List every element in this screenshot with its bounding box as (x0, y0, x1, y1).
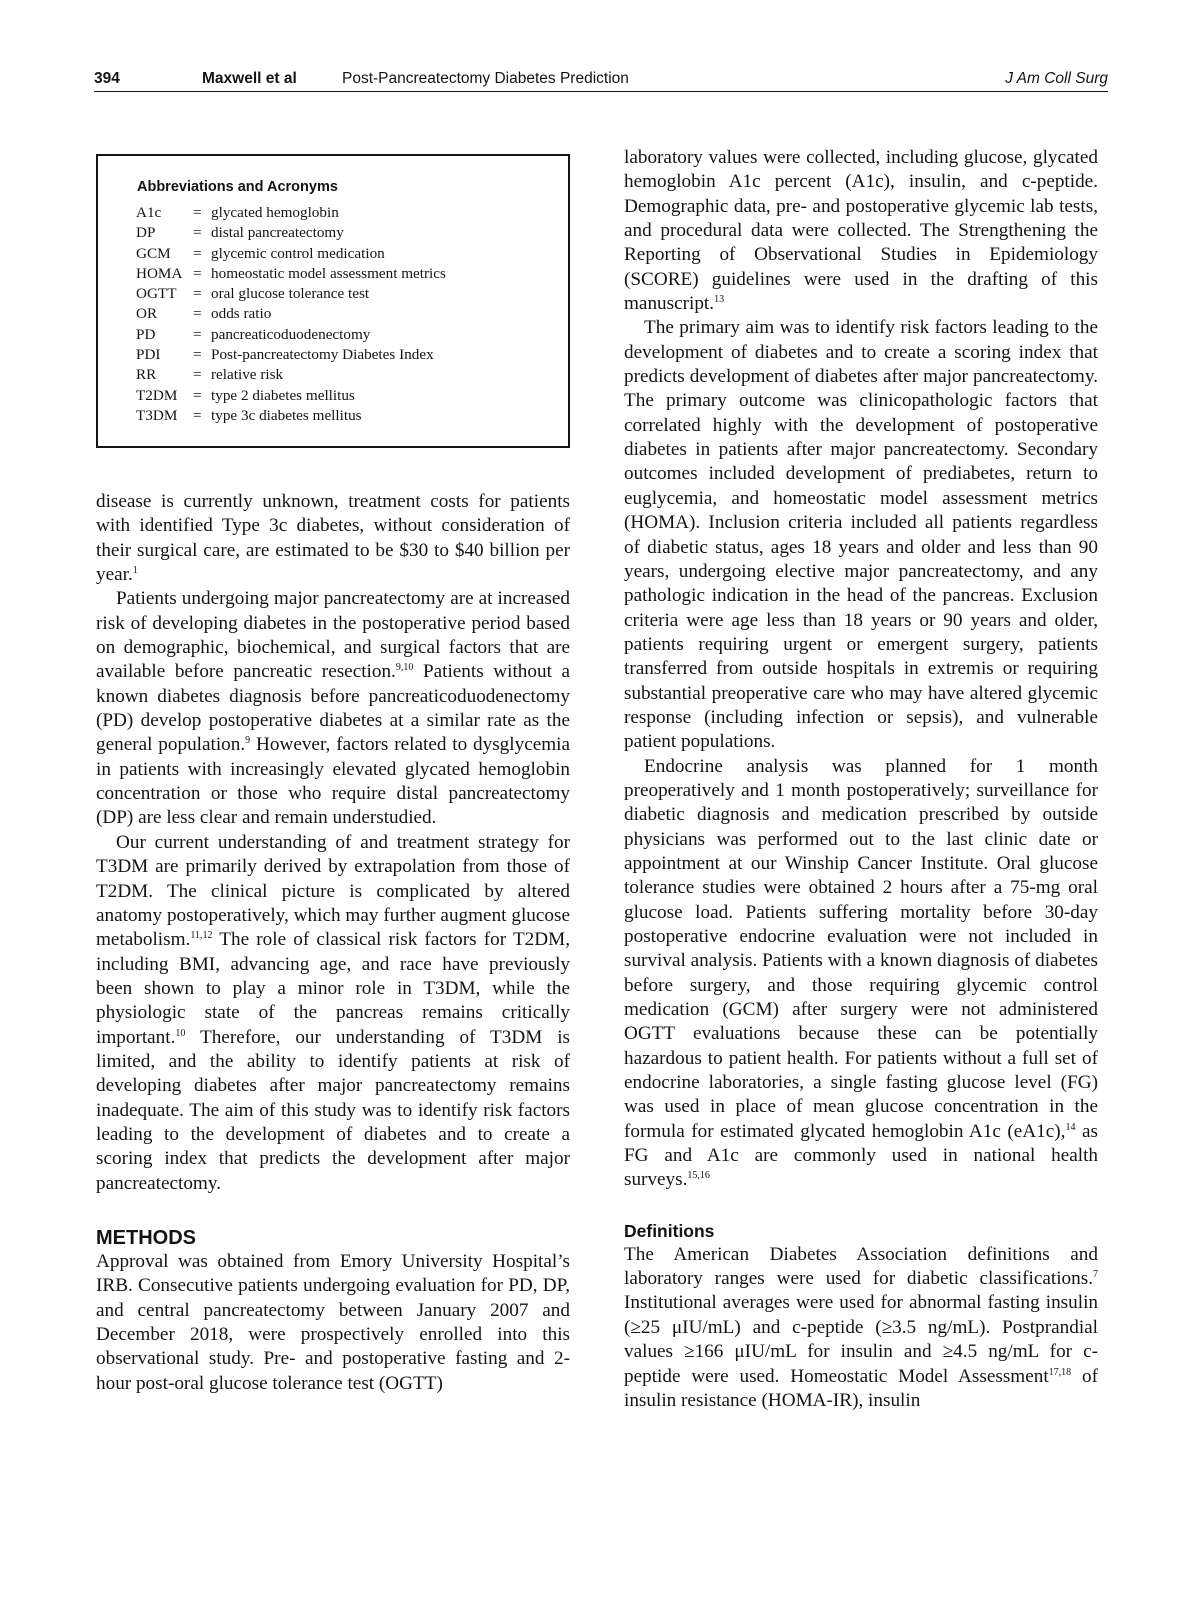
paragraph-text: However, factors related to dysglycemia in patients with increasingly elevated glycated hemoglobin concentration or those who require distal pancreatectomy (DP) are less clear and remain understudied. (96, 734, 571, 829)
abbreviation-equals: = (193, 204, 202, 221)
abbreviation-equals: = (193, 406, 202, 424)
abbreviation-equals: = (193, 346, 202, 364)
abbreviation-definition: odds ratio (211, 305, 272, 323)
paragraph-text: as FG and A1c are commonly used in national health surveys. (624, 1120, 1099, 1191)
header-rule (94, 91, 1108, 92)
abbreviation-term: A1c (136, 204, 162, 221)
paragraph-text: The American Diabetes Association definitions and laboratory ranges were used for diabetic classifications. (624, 1243, 1098, 1290)
running-header (94, 68, 1108, 92)
abbreviation-row (136, 244, 446, 264)
abbreviation-term: PDI (136, 346, 161, 364)
running-authors: Maxwell et al (202, 70, 297, 87)
abbreviation-term: OGTT (136, 285, 177, 303)
abbreviation-term: DP (136, 224, 156, 242)
abbreviation-definition: oral glucose tolerance test (211, 285, 370, 303)
abbreviation-row (136, 264, 446, 284)
citation: 14 (1065, 1121, 1076, 1133)
abbreviation-term: RR (136, 366, 157, 384)
page-number: 394 (94, 70, 120, 87)
citation: 9 (245, 735, 251, 747)
abbreviation-term: PD (136, 325, 156, 343)
paragraph-text: of insulin resistance (HOMA-IR), insulin (624, 1365, 1099, 1411)
paragraph-text: The role of classical risk factors for T2DM, including BMI, advancing age, and race have previously been shown to play a minor role in T3DM, while the physiologic state of the pancreas remains critically important. (96, 929, 570, 1048)
abbreviation-row (136, 284, 446, 304)
abbreviation-equals: = (193, 244, 202, 262)
abbreviation-row (136, 365, 446, 385)
abbreviation-equals: = (193, 305, 202, 323)
abbreviation-row (136, 223, 446, 243)
abbreviation-equals: = (193, 386, 202, 404)
body-paragraph (624, 755, 1098, 1193)
abbreviation-row (136, 203, 446, 223)
paragraph-text: Institutional averages were used for abnormal fasting insulin (≥25 μIU/mL) and c-peptide (≥3.5 ng/mL). Postprandial values ≥166 μIU/mL for insulin and ≥4.5 ng/mL for c-peptide were used. Homeostatic Model Assessment (624, 1292, 1098, 1387)
abbreviation-definition: glycemic control medication (211, 244, 385, 262)
abbreviation-term: OR (136, 305, 158, 323)
paragraph-text: Our current understanding of and treatment strategy for T3DM are primarily derived by extrapolation from those of T2DM. The clinical picture is complicated by altered anatomy postoperatively, which may further augment glucose metabolism. (96, 831, 570, 951)
abbreviation-row (136, 406, 446, 426)
body-paragraph (96, 490, 570, 587)
abbreviation-row (136, 345, 446, 365)
running-title: Post-Pancreatectomy Diabetes Prediction (342, 70, 629, 87)
body-paragraph (624, 1243, 1098, 1413)
abbreviation-equals: = (193, 366, 202, 384)
abbreviation-equals: = (193, 264, 202, 282)
body-paragraph: The primary aim was to identify risk factors leading to the development of diabetes and to create a scoring index that predicts development of diabetes after major pancreatectomy. The primary outcome was clinicopathologic factors that correlated highly with the development of postoperative diabetes in patients after major pancreatectomy. Secondary outcomes included development of prediabetes, return to euglycemia, and homeostatic model assessment metrics (HOMA). Inclusion criteria included all patients regardless of diabetic status, ages 18 years and older and less than 90 years, undergoing elective major pancreatectomy, and any pathologic indication in the head of the pancreas. Exclusion criteria were age less than 18 years or 90 years and older, patients requiring urgent or emergent surgery, patients transferred from outside hospitals in extremis or requiring substantial preoperative care who may have altered glycemic response (including infection or sepsis), and vulnerable patient populations. (624, 317, 1098, 753)
abbreviation-definition: type 3c diabetes mellitus (211, 406, 362, 424)
citation: 10 (175, 1027, 186, 1039)
paragraph-text: Patients without a known diabetes diagnosis before pancreaticoduodenectomy (PD) develop postoperative diabetes at a similar rate as the general population. (96, 661, 570, 756)
body-paragraph (624, 146, 1098, 316)
abbreviation-term: T3DM (136, 406, 178, 424)
citation: 17,18 (1048, 1366, 1072, 1378)
body-paragraph (96, 587, 570, 830)
abbreviation-equals: = (193, 224, 202, 242)
abbreviation-definition: Post-pancreatectomy Diabetes Index (211, 346, 434, 364)
abbreviation-definition: glycated hemoglobin (211, 204, 339, 221)
citation: 1 (132, 565, 138, 577)
abbreviation-equals: = (193, 285, 202, 303)
citation: 15,16 (687, 1170, 710, 1182)
abbreviation-definition: type 2 diabetes mellitus (211, 386, 355, 404)
abbreviation-definition: homeostatic model assessment metrics (211, 264, 446, 282)
abbreviation-equals: = (193, 325, 202, 343)
paragraph-text: laboratory values were collected, including glucose, glycated hemoglobin A1c percent (A1c), insulin, and c-peptide. Demographic data, pre- and postoperative glycemic lab tests, and procedural data were collected. The Strengthening the Reporting of Observational Studies in Epidemiology (SCORE) guidelines were used in the drafting of this manuscript. (624, 147, 1098, 315)
right-column (624, 146, 1098, 1413)
abbreviation-term: T2DM (136, 386, 178, 404)
citation: 9,10 (395, 662, 414, 674)
body-paragraph (96, 831, 570, 1196)
abbreviations-list (136, 203, 446, 426)
citation: 11,12 (190, 930, 213, 942)
abbreviation-term: HOMA (136, 264, 183, 282)
abbreviation-term: GCM (136, 244, 171, 262)
definitions-heading: Definitions (624, 1220, 715, 1241)
paragraph-text: Patients undergoing major pancreatectomy are at increased risk of developing diabetes in the postoperative period based on demographic, biochemical, and surgical factors that are available before pancreatic resection. (96, 588, 570, 683)
citation: 13 (714, 294, 725, 306)
abbreviation-row (136, 386, 446, 406)
paragraph-text: Therefore, our understanding of T3DM is limited, and the ability to identify patients at risk of developing diabetes after major pancreatectomy remains inadequate. The aim of this study was to identify risk factors leading to the development of diabetes and to create a scoring index that predicts the development after major pancreatectomy. (96, 1026, 570, 1194)
abbreviation-row (136, 325, 446, 345)
left-column (96, 490, 570, 1396)
abbreviations-box (96, 154, 570, 448)
paragraph-text: Endocrine analysis was planned for 1 month preoperatively and 1 month postoperatively; surveillance for diabetic diagnosis and medication prescribed by outside physicians was performed out to the last clinic date or appointment at our Winship Cancer Institute. Oral glucose tolerance studies were obtained 2 hours after a 75-mg oral glucose load. Patients suffering mortality before 30-day postoperative endocrine evaluation were not included in survival analysis. Patients with a known diagnosis of diabetes before surgery, and those requiring glycemic control medication (GCM) after surgery were not administered OGTT evaluations because these can be potentially hazardous to patient health. For patients without a full set of endocrine laboratories, a single fasting glucose level (FG) was used in place of mean glucose concentration in the formula for estimated glycated hemoglobin A1c (eA1c), (624, 755, 1098, 1142)
abbreviation-definition: distal pancreatectomy (211, 224, 344, 242)
journal-name: J Am Coll Surg (1005, 70, 1108, 87)
abbreviations-title: Abbreviations and Acronyms (137, 179, 338, 195)
citation: 7 (1093, 1269, 1098, 1281)
paragraph-text: disease is currently unknown, treatment costs for patients with identified Type 3c diabetes, without consideration of their surgical care, are estimated to be $30 to $40 billion per year. (96, 491, 570, 586)
methods-heading: METHODS (96, 1226, 196, 1249)
abbreviation-row (136, 304, 446, 324)
body-paragraph: Approval was obtained from Emory University Hospital’s IRB. Consecutive patients undergoing evaluation for PD, DP, and central pancreatectomy between January 2007 and December 2018, were prospectively enrolled into this observational study. Pre- and postoperative fasting and 2-hour post-oral glucose tolerance test (OGTT) (96, 1250, 570, 1394)
abbreviation-definition: pancreaticoduodenectomy (211, 325, 371, 343)
abbreviation-definition: relative risk (211, 366, 284, 384)
